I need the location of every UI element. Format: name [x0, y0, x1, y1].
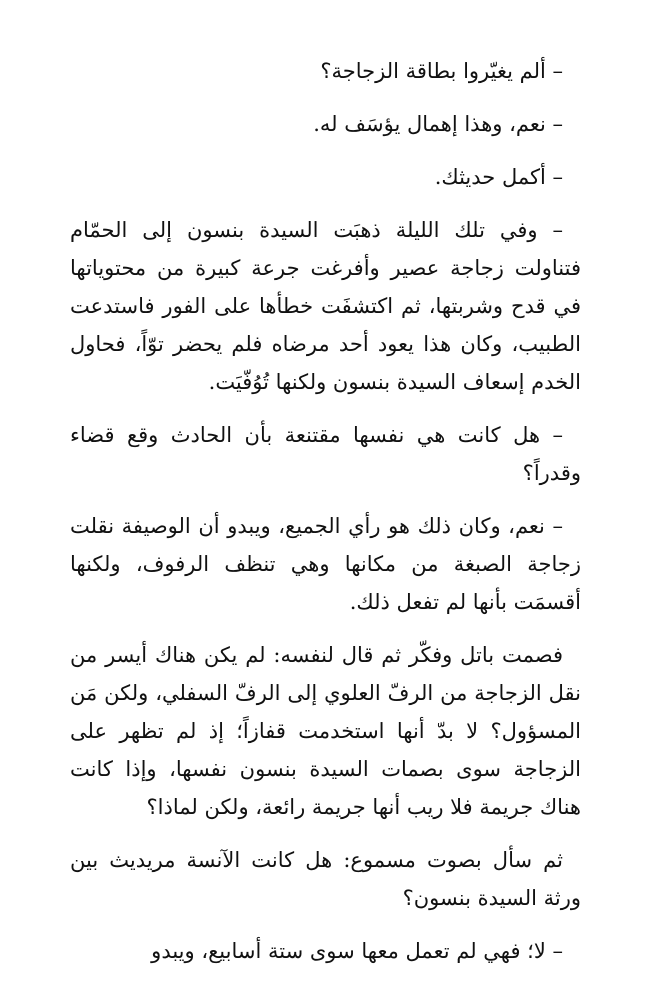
- narration-paragraph: فصمت باتل وفكّر ثم قال لنفسه: لم يكن هناك أيسر من نقل الزجاجة من الرفّ العلوي إلى الرفّ السفلي، ولكن مَن المسؤول؟ لا بدّ أنها استخدمت قفازاً؛ إذ لم تظهر على الزجاجة سوى بصمات السيدة بنسون نفسها، وإذا كانت هناك جريمة فلا ريب أنها جريمة رائعة، ولكن لماذا؟: [70, 643, 581, 819]
- dialogue-paragraph: – وفي تلك الليلة ذهبَت السيدة بنسون إلى الحمّام فتناولت زجاجة عصير وأفرغت جرعة كبيرة من محتوياتها في قدح وشربتها، ثم اكتشفَت خطأها على الفور فاستدعت الطبيب، وكان هذا يعود أحد مرضاه فلم يحضر توّاً، فحاول الخدم إسعاف السيدة بنسون ولكنها تُوُفّيَت.: [70, 218, 581, 394]
- narration-paragraph: ثم سأل بصوت مسموع: هل كانت الآنسة مريديث بين ورثة السيدة بنسون؟: [70, 848, 581, 910]
- dialogue-line: – نعم، وهذا إهمال يؤسَف له.: [313, 112, 563, 136]
- dialogue-paragraph: – هل كانت هي نفسها مقتنعة بأن الحادث وقع قضاء وقدراً؟: [70, 423, 581, 485]
- document-page: [70, 52, 581, 1000]
- dialogue-line: – ألم يغيّروا بطاقة الزجاجة؟: [320, 59, 563, 83]
- dialogue-paragraph: – لا؛ فهي لم تعمل معها سوى ستة أسابيع، ويبدو: [151, 939, 563, 963]
- dialogue-paragraph: – نعم، وكان ذلك هو رأي الجميع، ويبدو أن الوصيفة نقلت زجاجة الصبغة من مكانها وهي تنظف الرفوف، ولكنها أقسمَت بأنها لم تفعل ذلك.: [70, 514, 581, 614]
- dialogue-line: – أكمل حديثك.: [434, 165, 563, 189]
